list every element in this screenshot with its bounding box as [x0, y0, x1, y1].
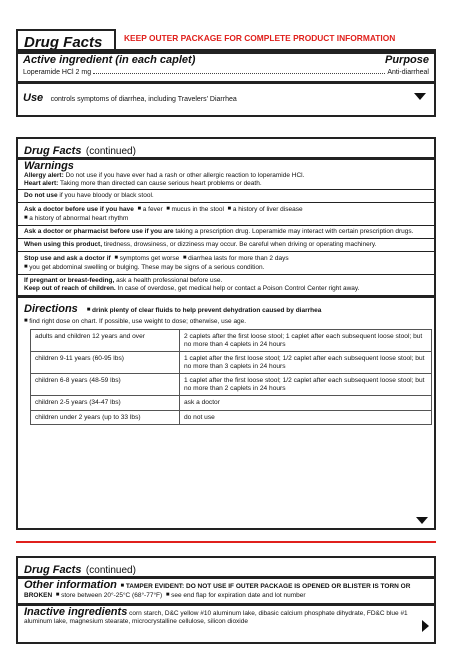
stop-use-label: Stop use and ask a doctor if: [24, 255, 111, 262]
table-row: [31, 352, 432, 374]
dose-age-cell: children 2-5 years (34-47 lbs): [31, 396, 180, 411]
table-row: [31, 396, 432, 411]
allergy-alert-text: Do not use if you have ever had a rash or other allergic reaction to loperamide HCl.: [65, 172, 305, 179]
purpose-heading: Purpose: [384, 54, 429, 66]
directions-item: ■ find right dose on chart. If possible, use weight to dose; otherwise, use age.: [24, 318, 246, 325]
when-using-label: When using this product,: [24, 241, 102, 248]
keep-out-of-reach-label: Keep out of reach of children.: [24, 285, 116, 292]
dose-age-cell: children 6-8 years (48-59 lbs): [31, 374, 180, 396]
do-not-use-text: if you have bloody or black stool.: [59, 192, 154, 199]
ask-doctor-item: ■ a history of liver disease: [228, 206, 303, 213]
panel3-title-suffix: (continued): [85, 565, 136, 576]
other-info-item: ■ see end flap for expiration date and lot number: [166, 592, 306, 599]
do-not-use-label: Do not use: [24, 192, 58, 199]
directions-item: ■ drink plenty of clear fluids to help prevent dehydration caused by diarrhea: [87, 307, 322, 314]
stop-use-item: ■ symptoms get worse: [114, 255, 179, 262]
ask-doctor-item: ■ a history of abnormal heart rhythm: [24, 215, 128, 222]
continue-arrow-icon: [416, 517, 428, 524]
table-row: [31, 410, 432, 425]
drug-facts-panel-1: [16, 29, 436, 117]
other-information-heading: Other information: [24, 579, 117, 591]
inactive-ingredients-heading: Inactive ingredients: [24, 606, 128, 618]
heart-alert-label: Heart alert:: [24, 180, 59, 187]
continue-arrow-icon: [422, 620, 429, 632]
ask-pharmacist-label: Ask a doctor or pharmacist before use if you are: [24, 228, 174, 235]
dose-amount-cell: 1 caplet after the first loose stool; 1/2 caplet after each subsequent loose stool; but no more than 3 caplets in 24 hours: [180, 352, 432, 374]
dose-age-cell: adults and children 12 years and over: [31, 330, 180, 352]
ask-doctor-item: ■ a fever: [137, 206, 162, 213]
dose-amount-cell: do not use: [180, 410, 432, 425]
continue-arrow-icon: [414, 93, 426, 100]
active-ingredient-heading: Active ingredient (in each caplet): [23, 54, 196, 66]
stop-use-item: ■ diarrhea lasts for more than 2 days: [183, 255, 289, 262]
use-text: controls symptoms of diarrhea, including Travelers' Diarrhea: [50, 96, 237, 103]
allergy-alert-label: Allergy alert:: [24, 172, 64, 179]
panel1-title: Drug Facts: [24, 34, 103, 51]
other-info-item: ■ store between 20°-25°C (68°-77°F): [56, 592, 162, 599]
ask-pharmacist-text: taking a prescription drug. Loperamide may interact with certain prescription drugs.: [175, 228, 414, 235]
panel-divider: [16, 541, 436, 543]
dose-age-cell: children under 2 years (up to 33 lbs): [31, 410, 180, 425]
when-using-text: tiredness, drowsiness, or dizziness may occur. Be careful when driving or operating machinery.: [103, 241, 377, 248]
dose-amount-cell: 1 caplet after the first loose stool; 1/2 caplet after each subsequent loose stool; but no more than 2 caplets in 24 hours: [180, 374, 432, 396]
panel3-title: Drug Facts: [24, 564, 82, 576]
dose-age-cell: children 9-11 years (60-95 lbs): [31, 352, 180, 374]
keep-out-of-reach-text: In case of overdose, get medical help or contact a Poison Control Center right away.: [117, 285, 360, 292]
inactive-ingredients-text: corn starch, D&C yellow #10 aluminum lake, dibasic calcium phosphate dihydrate, FD&C blue #1 aluminum lake, magnesium stearate, microcrystalline cellulose, silicon dioxide: [24, 610, 408, 625]
pregnant-label: If pregnant or breast-feeding,: [24, 277, 115, 284]
panel2-title: Drug Facts: [24, 145, 82, 157]
pregnant-text: ask a health professional before use.: [116, 277, 223, 284]
ask-doctor-item: ■ mucus in the stool: [166, 206, 224, 213]
use-heading: Use: [23, 92, 44, 104]
ask-doctor-label: Ask a doctor before use if you have: [24, 206, 134, 213]
dose-amount-cell: ask a doctor: [180, 396, 432, 411]
purpose-value: Anti-diarrheal: [387, 69, 429, 76]
dosage-table: [30, 329, 432, 425]
panel1-box: [16, 49, 436, 117]
heart-alert-text: Taking more than directed can cause serious heart problems or death.: [60, 180, 262, 187]
panel2-title-suffix: (continued): [85, 146, 136, 157]
panel1-title-tab: [16, 29, 116, 51]
table-row: [31, 330, 432, 352]
warnings-heading: Warnings: [24, 160, 74, 172]
keep-outer-package-warning: KEEP OUTER PACKAGE FOR COMPLETE PRODUCT INFORMATION: [124, 33, 396, 43]
other-info-item: ■ TAMPER EVIDENT: DO NOT USE IF OUTER PACKAGE IS OPENED OR BLISTER IS TORN OR BROKEN: [24, 583, 410, 599]
directions-heading: Directions: [24, 303, 78, 315]
active-ingredient-value: Loperamide HCl 2 mg: [23, 69, 92, 76]
drug-facts-panel-2: [16, 137, 436, 530]
table-row: [31, 374, 432, 396]
dose-amount-cell: 2 caplets after the first loose stool; 1 caplet after each subsequent loose stool; but no more than 4 caplets in 24 hours: [180, 330, 432, 352]
drug-facts-panel-3: [16, 556, 436, 644]
stop-use-item: ■ you get abdominal swelling or bulging. These may be signs of a serious condition.: [24, 264, 264, 271]
